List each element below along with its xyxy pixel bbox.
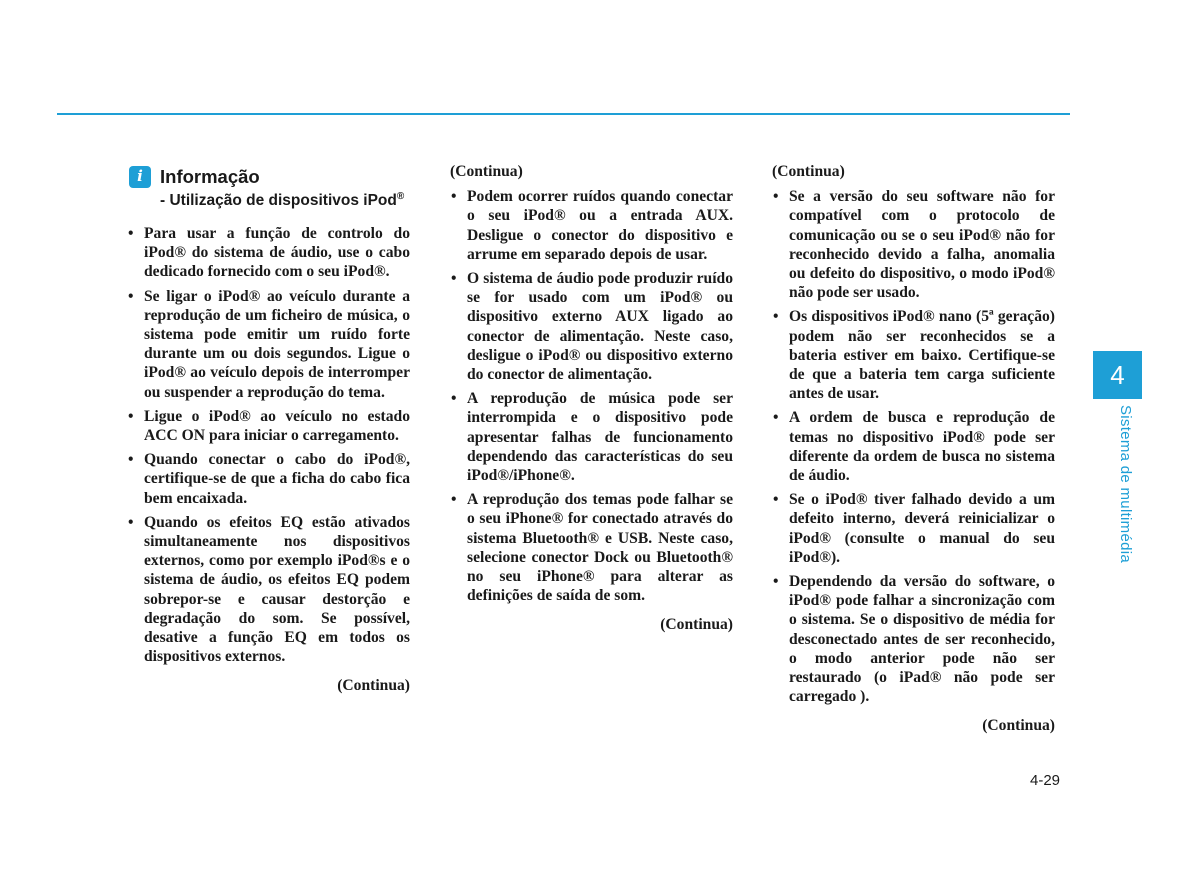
bullet-item: • Quando conectar o cabo do iPod®, certifique-se de que a ficha do cabo fica bem encaixada. [127, 450, 410, 508]
bullet-item: • Os dispositivos iPod® nano (5ª geração) podem não ser reconhecidos se a bateria estiver em baixo. Certifique-se de que a bateria tem carga suficiente antes de usar. [772, 307, 1055, 403]
continua-bottom: (Continua) [337, 677, 410, 695]
bullet-item: • A reprodução de música pode ser interrompida e o dispositivo pode apresentar falhas de funcionamento dependendo das características do seu iPod®/iPhone®. [450, 389, 733, 485]
info-icon: i [129, 166, 151, 188]
bullet-list-col3 [772, 187, 1055, 706]
chapter-name: Sistema de multimédia [1117, 405, 1134, 564]
column-2 [450, 162, 733, 635]
info-subtitle [160, 191, 410, 210]
continua-bottom: (Continua) [660, 616, 733, 634]
bullet-list-col2 [450, 187, 733, 605]
column-3 [772, 162, 1055, 736]
chapter-tab: 4 [1093, 351, 1142, 399]
bullet-item: • O sistema de áudio pode produzir ruído se for usado com um iPod® ou dispositivo externo AUX ligado ao conector de alimentação. Neste caso, desligue o iPod® ou dispositivo externo do conector de alimentação. [450, 269, 733, 384]
info-title: Informação [160, 166, 260, 188]
bullet-item: • Se a versão do seu software não for compatível com o protocolo de comunicação ou se o seu iPod® não for reconhecido devido a falha, anomalia ou defeito do dispositivo, o modo iPod® não pode ser usado. [772, 187, 1055, 302]
continua-top: (Continua) [450, 163, 523, 180]
info-subtitle-registered: ® [396, 190, 405, 202]
page-number: 4-29 [1030, 772, 1061, 789]
bullet-item: • Ligue o iPod® ao veículo no estado ACC ON para iniciar o carregamento. [127, 407, 410, 445]
info-header [129, 166, 410, 188]
continua-bottom: (Continua) [982, 717, 1055, 735]
top-rule [57, 113, 1070, 115]
bullet-item: • Dependendo da versão do software, o iPod® pode falhar a sincronização com o sistema. Se o dispositivo de média for desconectado antes de ser reconhecido, o modo anterior pode não ser restaurado (o iPad® não pode ser carregado ). [772, 572, 1055, 706]
column-1 [127, 166, 410, 696]
bullet-item: • Se o iPod® tiver falhado devido a um defeito interno, deverá reinicializar o iPod® (consulte o manual do seu iPod®). [772, 490, 1055, 567]
bullet-item: • Se ligar o iPod® ao veículo durante a reprodução de um ficheiro de música, o sistema pode emitir um ruído forte durante um ou dois segundos. Ligue o iPod® ao veículo depois de interromper ou suspender a reprodução do tema. [127, 287, 410, 402]
bullet-item: • Para usar a função de controlo do iPod® do sistema de áudio, use o cabo dedicado fornecido com o seu iPod®. [127, 224, 410, 282]
bullet-item: • Podem ocorrer ruídos quando conectar o seu iPod® ou a entrada AUX. Desligue o conector do dispositivo e arrume em separado depois de usar. [450, 187, 733, 264]
bullet-item: • A reprodução dos temas pode falhar se o seu iPhone® for conectado através do sistema Bluetooth® e USB. Neste caso, selecione conector Dock ou Bluetooth® no seu iPhone® para alterar as definições de saída de som. [450, 490, 733, 605]
info-subtitle-text: - Utilização de dispositivos iPod [160, 192, 397, 209]
continua-top: (Continua) [772, 163, 845, 180]
bullet-item: • Quando os efeitos EQ estão ativados simultaneamente nos dispositivos externos, como por exemplo iPod®s e o sistema de áudio, os efeitos EQ podem sobrepor-se e causar destorção e degradação do som. Se possível, desative a função EQ em todos os dispositivos externos. [127, 513, 410, 667]
bullet-list-col1 [127, 224, 410, 666]
bullet-item: • A ordem de busca e reprodução de temas no dispositivo iPod® pode ser diferente da ordem de busca no sistema de áudio. [772, 408, 1055, 485]
